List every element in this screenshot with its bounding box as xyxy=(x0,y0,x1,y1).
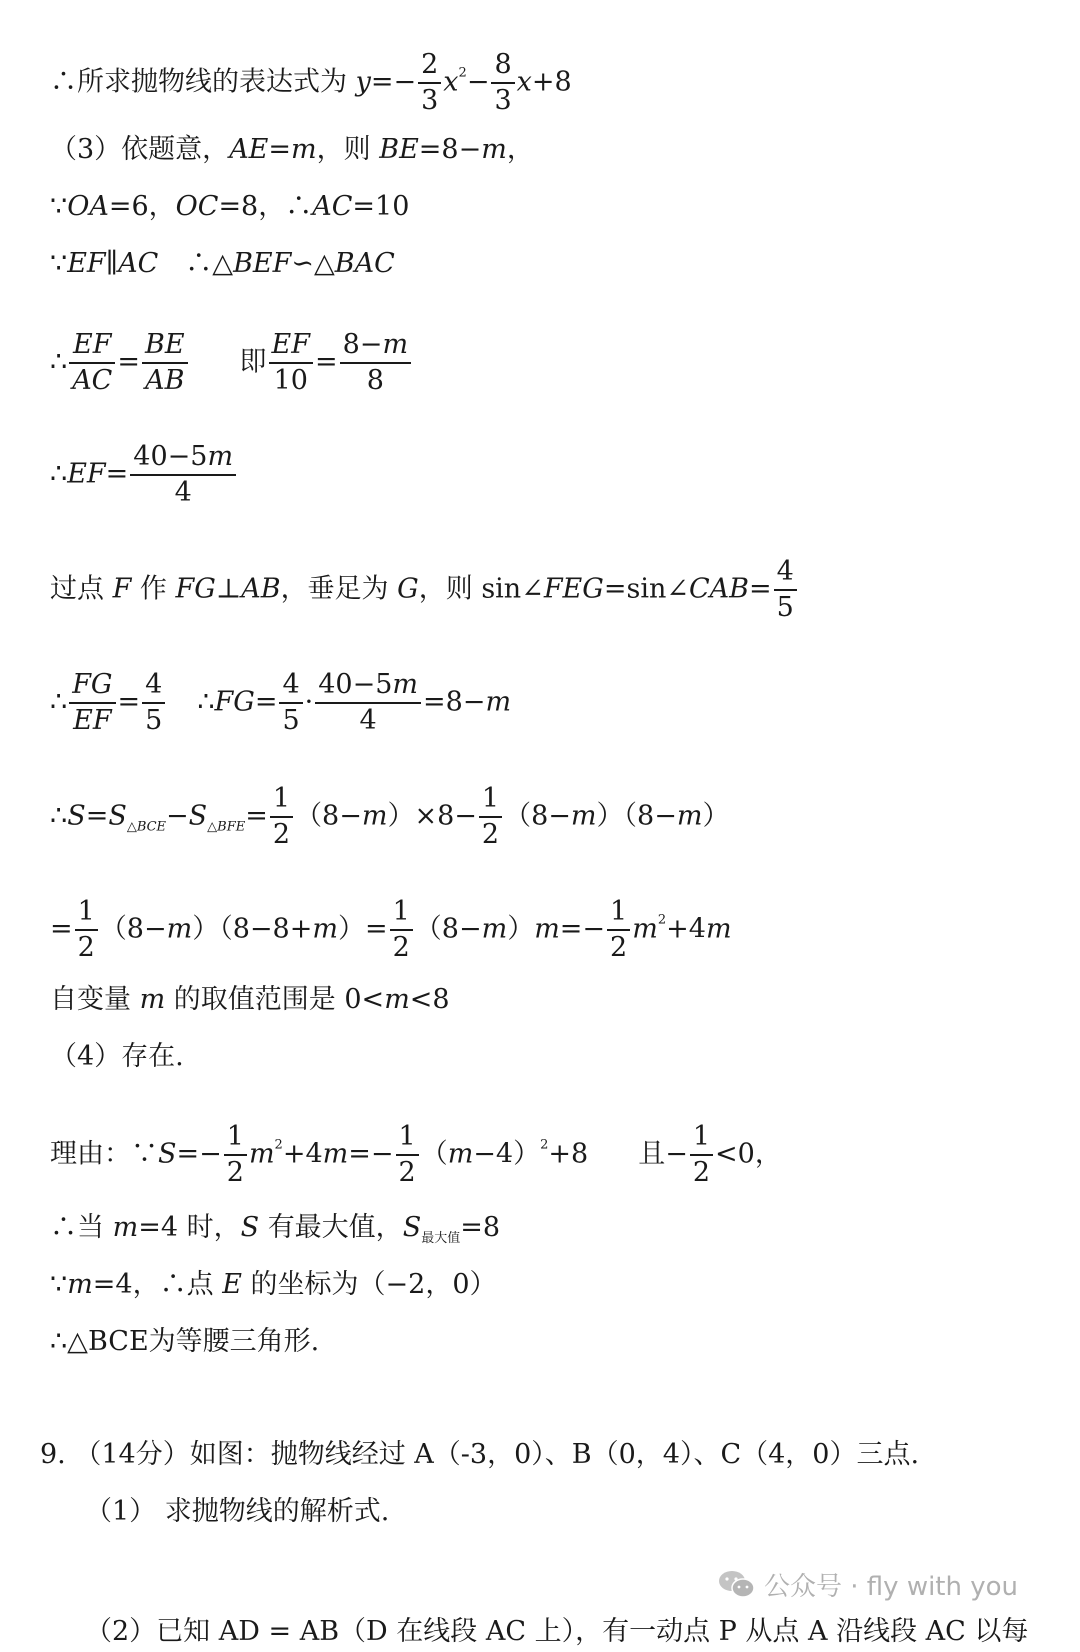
domain-line: 自变量 m 的取值范围是 0<m<8 xyxy=(50,984,450,1015)
watermark xyxy=(718,1566,1018,1606)
perpendicular-line: 过点 F 作 FG⊥AB，垂足为 G，则 sin∠FEG=sin∠CAB= $\frac{4}{5}$ xyxy=(50,555,799,625)
similar-triangles-line: ∵EF∥AC ∴△BEF∽△BAC xyxy=(50,248,395,279)
problem-9-question-1: （1） 求抛物线的解析式. xyxy=(85,1496,390,1527)
max-value-line: ∴当 m=4 时，S 有最大值，$S_{最大值}=8$ xyxy=(50,1212,501,1246)
problem-9-title: 9. （14分）如图：抛物线经过 A（-3，0）、B（0，4）、C（4，0）三点. xyxy=(40,1439,920,1470)
area-expression-line: $\therefore S=S_{\triangle BCE}-S_{\triangle BFE}=$ $\frac{1}{2}$ （8−m）×8− $\frac{1}{2}$ （8−m）（8−m） xyxy=(50,783,730,850)
wechat-icon xyxy=(718,1569,756,1606)
problem-9-question-2: （2）已知 AD = AB（D 在线段 AC 上），有一动点 P 从点 A 沿线段 AC 以每 xyxy=(85,1616,1029,1647)
watermark-label: 公众号 · fly with you xyxy=(764,1572,1019,1602)
part-3-intro: （3）依题意，AE=m，则 BE=8−m， xyxy=(50,134,534,165)
part-4-heading: （4）存在. xyxy=(50,1041,184,1072)
ratio-line: ∴ $\frac{EF}{AC}$ = $\frac{BE}{AB}$ 即 $\frac{EF}{10}$ = $\frac{8-m}{8}$ xyxy=(50,328,413,398)
oa-oc-ac-line: ∵OA=6，OC=8，∴AC=10 xyxy=(50,191,410,222)
conclusion-parabola-expression: ∴所求抛物线的表达式为 y=− $\frac{2}{3}$ $x^2-$ $\frac{8}{3}$ x+8 xyxy=(50,49,572,116)
reason-line: 理由：∵S=− $\frac{1}{2}$ $m^2+4m=-$ $\frac{1}{2}$ $(m-4)^2+8$ 且− $\frac{1}{2}$ <0， xyxy=(50,1121,782,1188)
ef-expression-line: ∴EF= $\frac{40-5m}{4}$ xyxy=(50,440,238,510)
area-simplify-line: = $\frac{1}{2}$ （8−m）（8−8+m）= $\frac{1}{2}$ （8−m）m=− $\frac{1}{2}$ $m^2+4m$ xyxy=(50,896,732,963)
fg-expression-line: ∴ $\frac{FG}{EF}$ = $\frac{4}{5}$ ∴FG= $\frac{4}{5}$ · $\frac{40-5m}{4}$ =8−m xyxy=(50,669,512,736)
isosceles-conclusion: ∴△BCE为等腰三角形. xyxy=(50,1326,320,1357)
point-e-line: ∵m=4，∴点 E 的坐标为（−2，0） xyxy=(50,1269,497,1300)
